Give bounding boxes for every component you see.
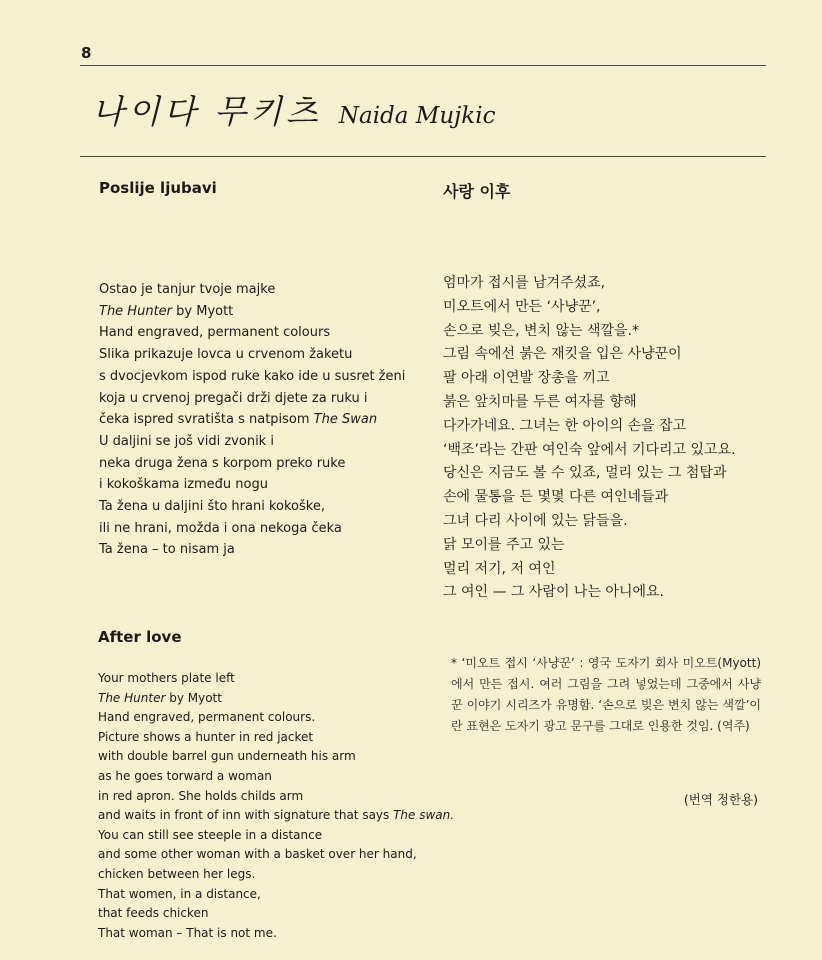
poem-line: 손으로 빚은, 변치 않는 색깔을.* [443, 322, 639, 339]
poem-line: 그 여인 — 그 사람이 나는 아니에요. [443, 584, 664, 601]
poem-title-english: After love [98, 628, 182, 646]
poem-line [99, 344, 405, 366]
poem-line-pre: chicken between her legs. [98, 866, 256, 881]
translator-credit: (번역 정한용) [683, 792, 758, 807]
poem-line-pre: in red apron. She holds childs arm [98, 788, 304, 803]
poem-line: 엄마가 접시를 남겨주셨죠, [443, 275, 606, 291]
poem-line [98, 904, 454, 924]
poem-line-pre: that feeds chicken [98, 906, 209, 921]
poem-line-pre: čeka ispred svratišta s natpisom [99, 412, 314, 428]
poem-line [99, 474, 405, 496]
poem-line [98, 747, 454, 767]
poem-line-pre: neka druga žena s korpom preko ruke [99, 455, 346, 471]
poem-title-korean: 사랑 이후 [443, 182, 511, 201]
poem-line [98, 728, 454, 748]
header-rule [80, 65, 766, 66]
page-number: 8 [81, 44, 92, 62]
poem-line-pre: koja u crvenoj pregači drži djete za ruku i [99, 390, 368, 406]
poem-line-it: The Hunter [98, 690, 166, 705]
poem-line [98, 845, 454, 865]
poem-line [98, 826, 454, 846]
poem-line-pre: ili ne hrani, možda i ona nekoga čeka [99, 520, 342, 536]
poem-line-pre: Hand engraved, permanent colours [99, 325, 331, 341]
poem-line [98, 669, 454, 689]
poem-line-pre: and some other woman with a basket over her hand, [98, 847, 417, 862]
poem-line [99, 496, 405, 518]
poem-line [99, 518, 405, 540]
poem-line-pre: That woman – That is not me. [98, 925, 277, 940]
poem-line [98, 708, 454, 728]
poem-line-pre: and waits in front of inn with signature that says [98, 808, 394, 823]
poem-line: 그녀 다리 사이에 있는 닭들을. [443, 512, 628, 529]
poem-korean [443, 272, 736, 605]
poem-line: 다가가네요. 그녀는 한 아이의 손을 잡고 [443, 417, 687, 434]
poem-line-pre: as he goes torward a woman [98, 768, 272, 783]
poem-line: 손에 물통을 든 몇몇 다른 여인네들과 [443, 489, 669, 506]
poem-line: ‘백조’라는 간판 여인숙 앞에서 기다리고 있고요. [443, 441, 736, 458]
poem-line [99, 388, 405, 410]
poem-line [98, 865, 454, 885]
poem-line: 멀리 저기, 저 여인 [443, 560, 556, 577]
author-name-korean: 나이다 무키츠 [92, 92, 322, 131]
poem-line: 닭 모이를 주고 있는 [443, 536, 565, 553]
poem-line: 미오트에서 만든 ‘사냥꾼’, [443, 298, 601, 315]
poem-bosnian [99, 279, 405, 561]
poem-line [99, 453, 405, 475]
author-title [92, 86, 495, 133]
poem-line: 당신은 지금도 볼 수 있죠, 멀리 있는 그 첨탑과 [443, 465, 727, 482]
poem-english [98, 669, 454, 943]
poem-line-pre: s dvocjevkom ispod ruke kako ide u susret ženi [99, 368, 406, 384]
poem-line-pre: with double barrel gun underneath his arm [98, 749, 356, 764]
poem-line-pre: Slika prikazuje lovca u crvenom žaketu [99, 347, 353, 363]
poem-line [99, 409, 405, 431]
poem-line-pre: You can still see steeple in a distance [98, 827, 323, 842]
poem-line-it: The Swan [313, 412, 378, 428]
poem-line-post: by Myott [172, 303, 234, 319]
poem-line [98, 924, 454, 944]
poem-line [99, 279, 405, 301]
poem-line-pre: Picture shows a hunter in red jacket [98, 729, 314, 744]
title-rule [80, 156, 766, 157]
poem-line [98, 767, 454, 787]
poem-line [99, 431, 405, 453]
poem-line-pre: Ta žena – to nisam ja [99, 542, 235, 558]
poem-line [99, 366, 405, 388]
translator-footnote: * ‘미오트 접시 ‘사냥꾼’ : 영국 도자기 회사 미오트(Myott)에서 만든 접시. 여러 그림을 그려 넣었는데 그중에서 사냥꾼 이야기 시리즈가 유명함. ‘손으로 빚은 변치 않는 색깔’이란 표현은 도자기 광고 문구를 그대로 인용한 것임. (역주) [451, 656, 761, 733]
poem-line-pre: Your mothers plate left [98, 671, 235, 685]
poem-line-it: The Hunter [99, 303, 173, 319]
poem-line [99, 322, 405, 344]
poem-line-pre: Hand engraved, permanent colours. [98, 710, 316, 725]
poem-line-post: by Myott [165, 690, 222, 705]
poem-line [98, 689, 454, 709]
poem-line-pre: Ostao je tanjur tvoje majke [99, 282, 276, 297]
author-name-latin: Naida Mujkic [338, 103, 496, 129]
poem-line: 붉은 앞치마를 두른 여자를 향해 [443, 393, 637, 410]
poem-title-bosnian: Poslije ljubavi [99, 179, 217, 197]
poem-line-it: The swan. [393, 808, 455, 823]
poem-line-pre: U daljini se još vidi zvonik i [99, 433, 274, 449]
poem-line [98, 806, 454, 826]
poem-line: 그림 속에선 붉은 재킷을 입은 사냥꾼이 [443, 346, 682, 363]
poem-line-pre: That women, in a distance, [98, 886, 261, 901]
poem-line [99, 301, 405, 323]
poem-line [98, 885, 454, 905]
poem-line [99, 539, 405, 561]
poem-line [98, 787, 454, 807]
poem-line-pre: Ta žena u daljini što hrani kokoške, [99, 499, 325, 515]
poem-line: 팔 아래 이연발 장총을 끼고 [443, 370, 610, 387]
poem-line-pre: i kokoškama između nogu [99, 477, 268, 493]
